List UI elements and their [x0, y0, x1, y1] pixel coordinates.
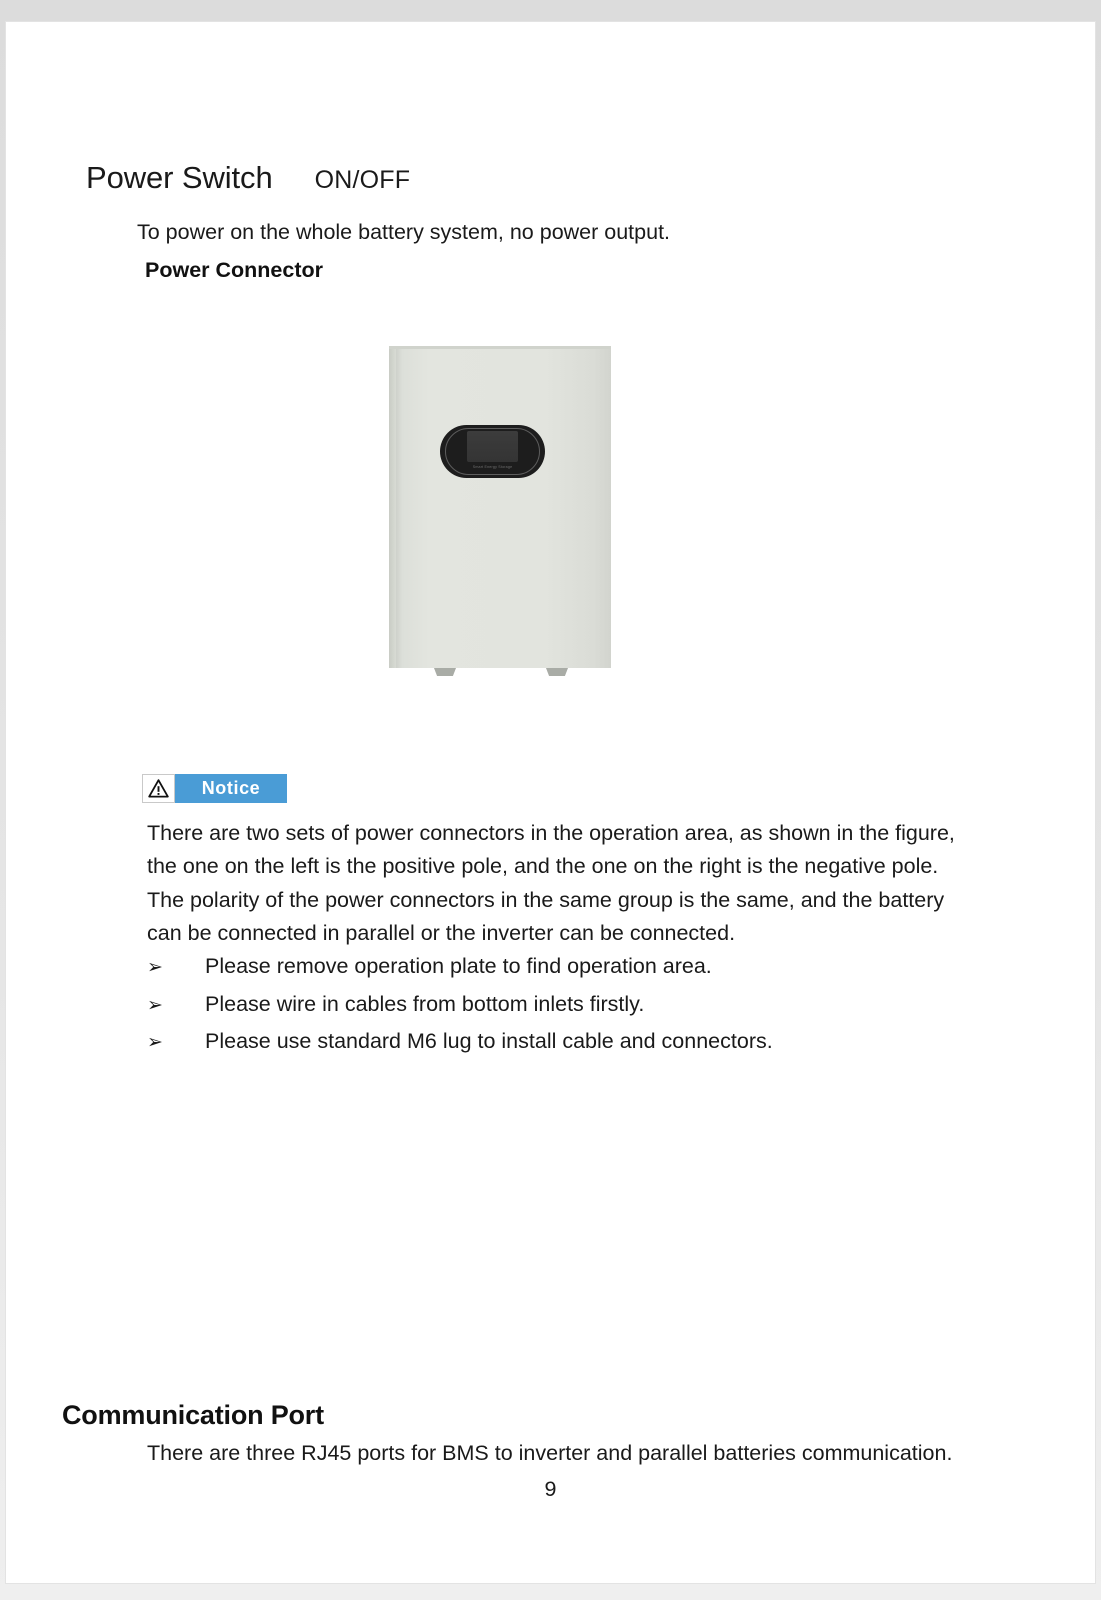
notice-badge: [142, 774, 287, 803]
notice-paragraph-line: There are two sets of power connectors in the operation area, as shown in the figure,: [147, 821, 955, 845]
arrow-bullet-icon: ➢: [147, 956, 163, 978]
communication-port-description: There are three RJ45 ports for BMS to inverter and parallel batteries communication.: [147, 1441, 953, 1465]
battery-display-brand-label: Smart Energy Storage: [472, 465, 513, 469]
subheading-power-connector: Power Connector: [145, 258, 323, 282]
page-number: 9: [544, 1477, 557, 1501]
power-switch-description: To power on the whole battery system, no power output.: [137, 220, 671, 244]
arrow-bullet-icon: ➢: [147, 993, 163, 1016]
notice-paragraph-line: can be connected in parallel or the inverter can be connected.: [147, 920, 736, 945]
list-item: [147, 992, 1027, 1030]
battery-cabinet-left-bevel: [389, 346, 396, 668]
heading-power-switch: [86, 160, 986, 196]
battery-display-screen: [467, 431, 518, 462]
heading-communication-port: Communication Port: [62, 1400, 324, 1430]
battery-cabinet-foot-left: [434, 668, 456, 676]
list-item-label: Please wire in cables from bottom inlets firstly.: [205, 991, 645, 1016]
battery-cabinet-figure: [389, 346, 611, 676]
notice-paragraph: [147, 817, 1027, 950]
notice-label: Notice: [175, 774, 287, 803]
battery-cabinet-foot-right: [546, 668, 568, 676]
notice-bullet-list: [147, 954, 1027, 1067]
document-page: [6, 22, 1095, 1583]
battery-cabinet-top-edge: [389, 346, 611, 349]
list-item: [147, 1029, 1027, 1067]
list-item: [147, 954, 1027, 992]
heading-power-switch-main: Power Switch: [86, 160, 273, 195]
page-content: [6, 22, 1095, 1583]
list-item-label: Please use standard M6 lug to install cable and connectors.: [205, 1029, 773, 1053]
warning-triangle-icon: [142, 774, 175, 803]
heading-power-switch-suffix: ON/OFF: [314, 166, 411, 194]
battery-cabinet-body: [389, 346, 611, 668]
notice-paragraph-line: The polarity of the power connectors in the same group is the same, and the battery: [147, 887, 945, 912]
notice-paragraph-line: the one on the left is the positive pole, and the one on the right is the negative pole.: [147, 854, 939, 879]
list-item-label: Please remove operation plate to find operation area.: [205, 954, 712, 978]
arrow-bullet-icon: ➢: [147, 1031, 163, 1053]
